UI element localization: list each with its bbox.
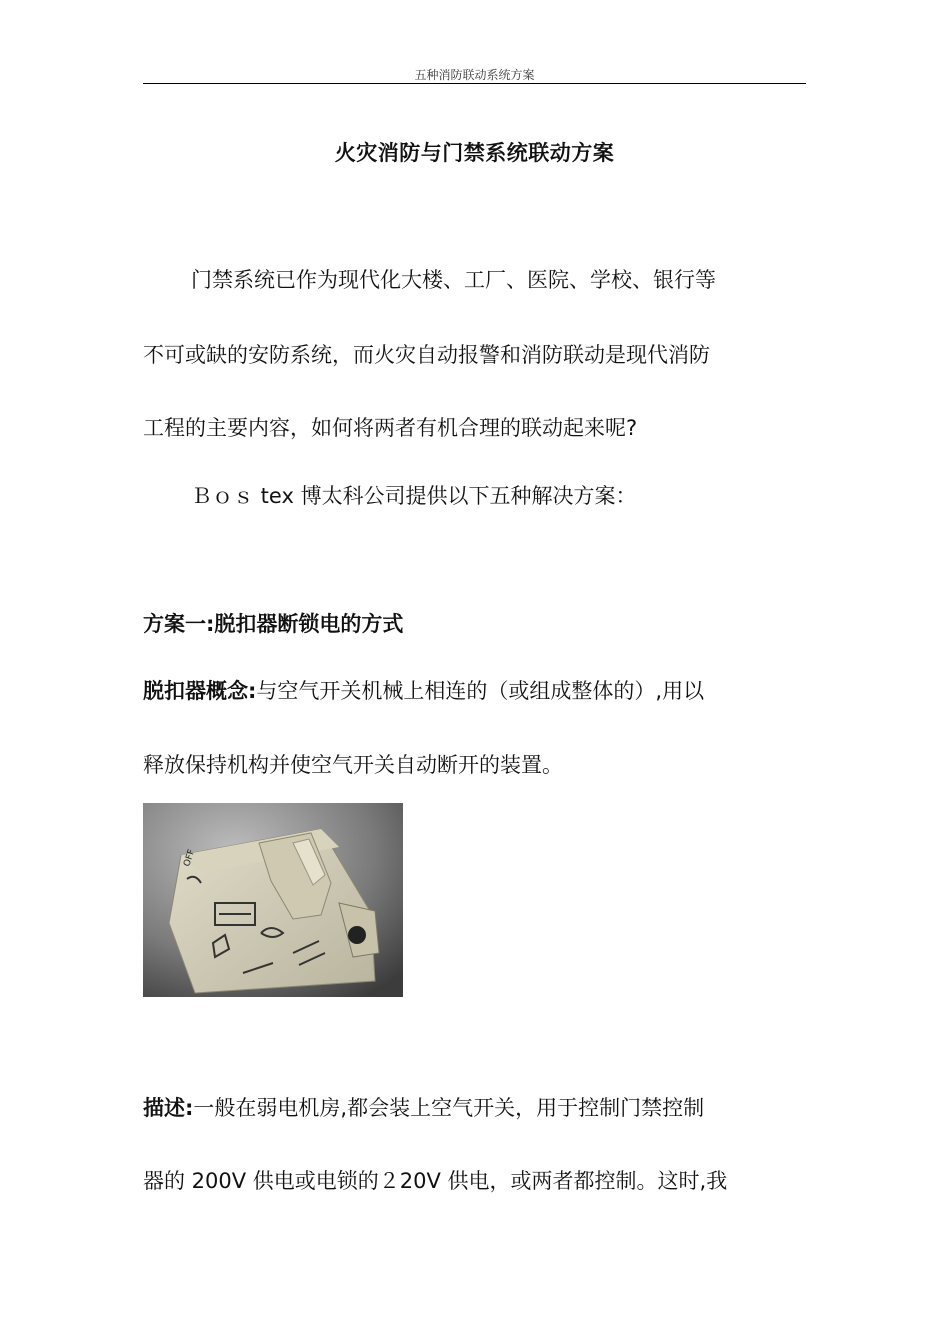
intro-line-4: Ｂｏｓ tex 博太科公司提供以下五种解决方案：	[191, 484, 637, 508]
concept-paragraph-line-1	[143, 676, 813, 706]
page-header: 五种消防联动系统方案	[414, 68, 535, 82]
intro-line-2: 不可或缺的安防系统，而火灾自动报警和消防联动是现代消防	[143, 343, 710, 367]
trip-unit-photo	[143, 803, 403, 997]
desc-label: 描述:	[143, 1096, 194, 1120]
intro-line-1: 门禁系统已作为现代化大楼、工厂、医院、学校、银行等	[191, 268, 716, 292]
concept-label: 脱扣器概念:	[143, 679, 257, 703]
desc-text: 一般在弱电机房,都会装上空气开关，用于控制门禁控制	[193, 1096, 705, 1120]
concept-paragraph-line-2: 释放保持机构并使空气开关自动断开的装置。	[143, 753, 563, 777]
header-divider	[143, 83, 806, 84]
desc-paragraph-line-1	[143, 1093, 813, 1123]
desc-paragraph-line-2: 器的 200V 供电或电锁的２20V 供电，或两者都控制。这时,我	[143, 1169, 728, 1193]
plan1-heading: 方案一:脱扣器断锁电的方式	[143, 612, 404, 636]
circuit-breaker-illustration	[143, 803, 403, 997]
document-title: 火灾消防与门禁系统联动方案	[334, 141, 615, 165]
off-marking: OFF	[182, 848, 198, 868]
intro-line-3: 工程的主要内容，如何将两者有机合理的联动起来呢?	[143, 416, 638, 440]
concept-text: 与空气开关机械上相连的（或组成整体的）,用以	[256, 679, 705, 703]
